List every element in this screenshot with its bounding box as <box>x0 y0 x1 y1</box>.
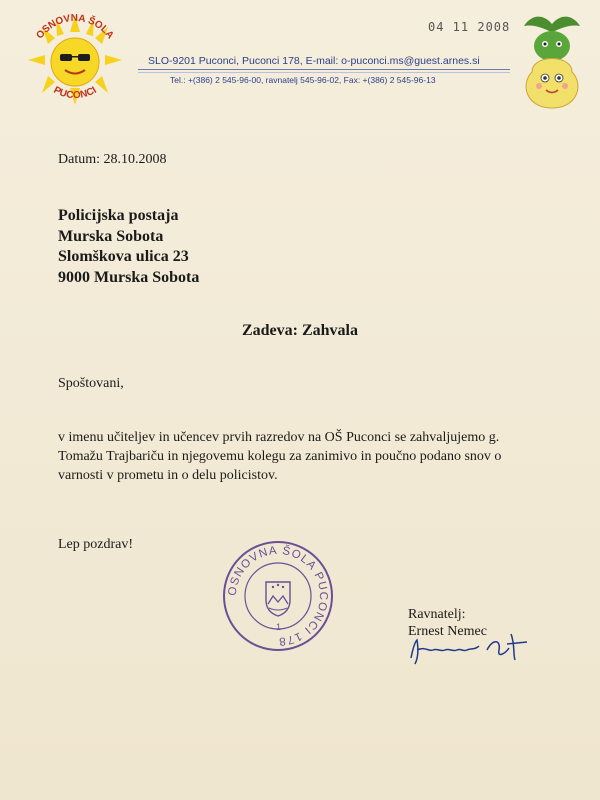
recipient-line: Murska Sobota <box>58 227 164 245</box>
svg-text:OSNOVNA ŠOLA PUCONCI 178: OSNOVNA ŠOLA PUCONCI 178 <box>226 544 330 648</box>
letter-closing: Lep pozdrav! <box>58 537 134 552</box>
recipient-address <box>58 206 199 288</box>
letter-body <box>58 428 501 485</box>
pear-mascot-icon <box>512 12 592 112</box>
recipient-line: 9000 Murska Sobota <box>58 268 200 286</box>
body-line: v imenu učiteljev in učencev prvih razredov na OŠ Puconci se zahvaljujemo g. <box>58 430 500 445</box>
body-line: varnosti v prometu in o delu policistov. <box>58 468 278 483</box>
stamp-number: 1 <box>276 622 282 632</box>
signatory-name: Ernest Nemec <box>408 624 487 639</box>
school-sun-logo <box>20 10 130 110</box>
signatory-title: Ravnatelj: <box>408 607 466 622</box>
letter-greeting: Spoštovani, <box>58 376 124 391</box>
school-phone-line: Tel.: +(386) 2 545-96-00, ravnatelj 545-96-02, Fax: +(386) 2 545-96-13 <box>170 75 436 85</box>
svg-text:PUCONCI: PUCONCI <box>51 84 99 102</box>
svg-text:OSNOVNA ŠOLA: OSNOVNA ŠOLA <box>34 12 116 42</box>
letter-subject: Zadeva: Zahvala <box>241 322 358 339</box>
body-line: Tomažu Trajbariču in njegovemu kolegu za zanimivo in poučno podano snov o <box>58 449 502 464</box>
recipient-line: Policijska postaja <box>58 207 179 224</box>
school-official-stamp <box>220 538 336 654</box>
handwritten-signature <box>403 620 543 670</box>
header-divider-secondary <box>138 72 510 73</box>
header-divider <box>138 69 510 70</box>
recipient-line: Slomškova ulica 23 <box>58 248 189 265</box>
school-address-line: SLO-9201 Puconci, Puconci 178, E-mail: o-puconci.ms@guest.arnes.si <box>148 55 480 67</box>
received-date-stamp: 04 11 2008 <box>428 20 511 34</box>
letter-date: Datum: 28.10.2008 <box>58 152 167 167</box>
